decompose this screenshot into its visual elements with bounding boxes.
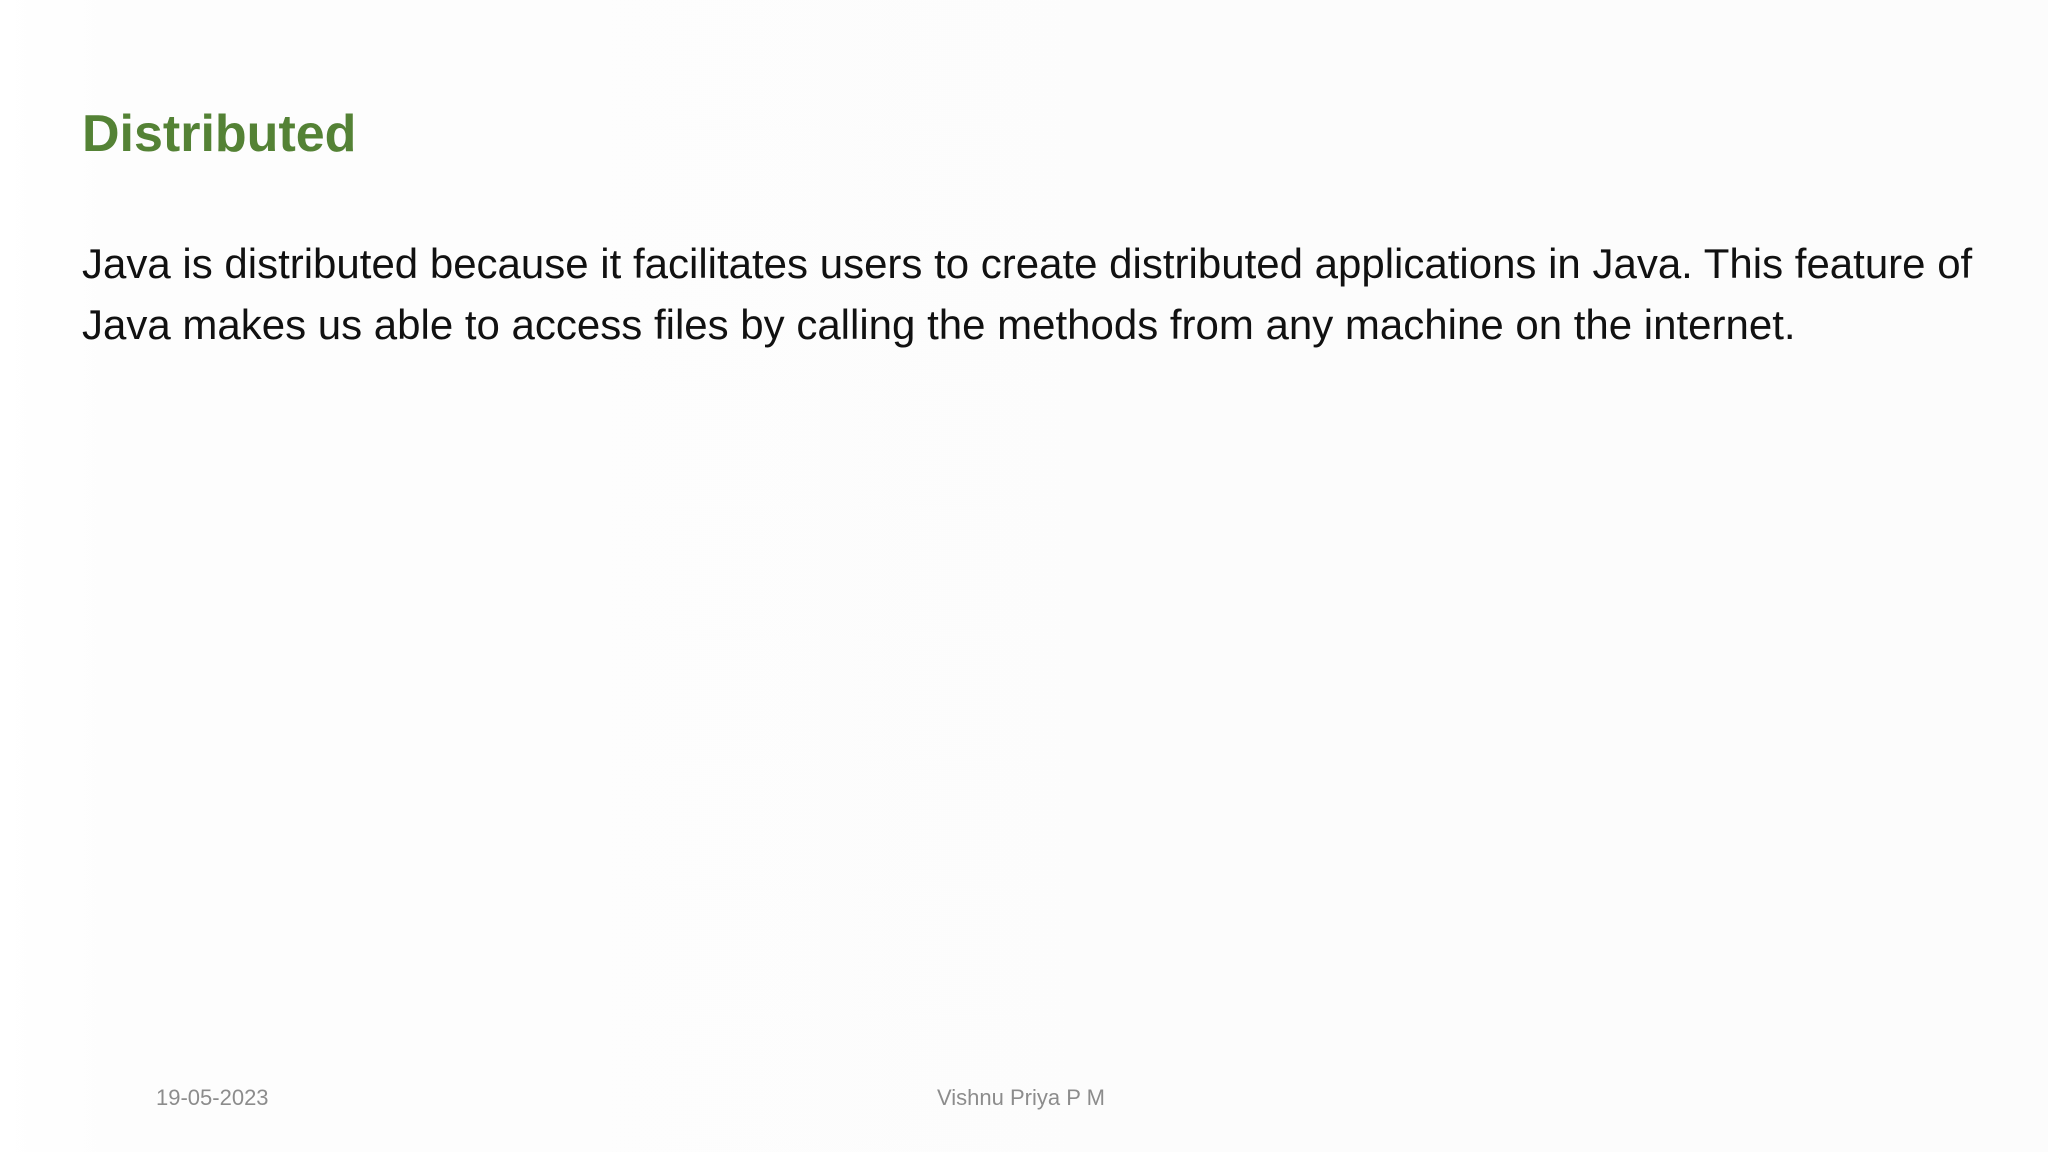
slide-body-text: Java is distributed because it facilitates users to create distributed applications in Java. This feature of Java makes us able to access files by calling the methods from any machine on the internet. [82,240,1973,348]
footer-author: Vishnu Priya P M [937,1085,1105,1110]
footer-date: 19-05-2023 [156,1085,269,1110]
slide-title: Distributed [82,105,357,163]
